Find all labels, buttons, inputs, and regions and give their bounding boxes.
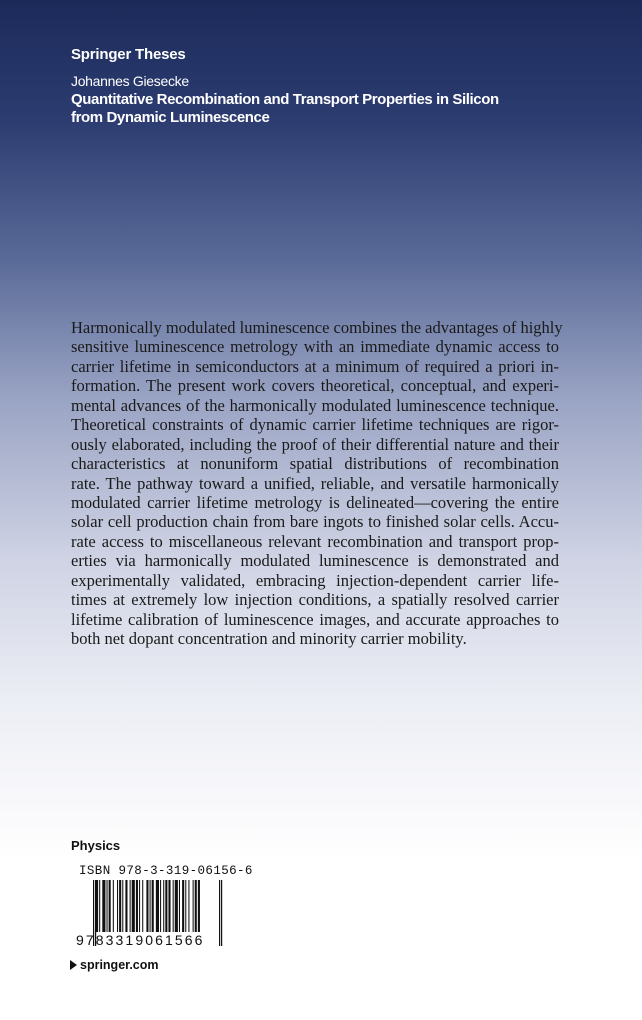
abstract-line: rate access to miscellaneous relevant recombination and transport prop- [71, 531, 559, 551]
barcode-bar [109, 880, 111, 932]
abstract-line: lifetime calibration of luminescence images, and accurate approaches to [71, 609, 559, 629]
abstract-line: experimentally validated, embracing injection-dependent carrier life- [71, 570, 559, 590]
abstract [71, 318, 563, 648]
barcode-guard-bar [221, 880, 222, 946]
book-title-line: Quantitative Recombination and Transport Properties in Silicon [71, 91, 499, 108]
barcode-bar [136, 880, 138, 932]
book-title-line: from Dynamic Luminescence [71, 109, 270, 126]
isbn-label: ISBN 978-3-319-06156-6 [79, 864, 253, 878]
abstract-line: Theoretical constraints of dynamic carrier lifetime techniques are rigor- [71, 415, 559, 435]
barcode-bar [175, 880, 178, 932]
author-name: Johannes Giesecke [71, 73, 189, 89]
barcode-bar [96, 880, 98, 932]
website-link[interactable] [70, 958, 159, 972]
abstract-line: ously elaborated, including the proof of their differential nature and their [71, 434, 559, 454]
barcode-bar [168, 880, 170, 932]
abstract-line: solar cell production chain from bare ingots to finished solar cells. Accu- [71, 512, 559, 532]
barcode-bar [156, 880, 159, 932]
barcode-bar [119, 880, 121, 932]
abstract-line: mental advances of the harmonically modulated luminescence technique. [71, 395, 559, 415]
barcode-bar [99, 880, 100, 932]
barcode-number: 9783319061566 [76, 932, 205, 948]
abstract-line: characteristics at nonuniform spatial distributions of recombination [71, 454, 559, 474]
barcode-bar [185, 880, 186, 932]
abstract-line: times at extremely low injection conditions, a spatially resolved carrier [71, 590, 559, 610]
barcode-bar [188, 880, 189, 932]
barcode-bar [139, 880, 140, 932]
arrow-right-icon [70, 960, 77, 970]
abstract-line: rate. The pathway toward a unified, reliable, and versatile harmonically [71, 473, 559, 493]
barcode-bar [195, 880, 197, 932]
barcode-bar [182, 880, 184, 932]
abstract-line: carrier lifetime in semiconductors at a minimum of required a priori in- [71, 356, 559, 376]
abstract-line: formation. The present work covers theoretical, conceptual, and experi- [71, 376, 559, 396]
barcode-bar [163, 880, 164, 932]
barcode-bar [152, 880, 154, 932]
barcode-bar [160, 880, 161, 932]
barcode-bar [125, 880, 127, 932]
barcode-bar [193, 880, 194, 932]
barcode-bar [107, 880, 108, 932]
barcode-bar [146, 880, 148, 932]
abstract-line: sensitive luminescence metrology with an immediate dynamic access to [71, 337, 559, 357]
barcode-guard-bar [219, 880, 220, 946]
barcode-bar [117, 880, 118, 932]
barcode-bar [198, 880, 200, 932]
barcode-bar [142, 880, 143, 932]
abstract-line: Harmonically modulated luminescence combines the advantages of highly [71, 318, 563, 337]
abstract-line: erties via harmonically modulated luminescence is demonstrated and [71, 551, 559, 571]
subject-category: Physics [71, 838, 121, 853]
website-label: springer.com [80, 958, 159, 972]
barcode-bar [122, 880, 123, 932]
abstract-line: both net dopant concentration and minority carrier mobility. [71, 629, 467, 648]
barcode-bar [102, 880, 105, 932]
barcode-bar [132, 880, 135, 932]
barcode-bar [113, 880, 114, 932]
barcode-bar [179, 880, 180, 932]
abstract-line: modulated carrier lifetime metrology is delineated—covering the entire [71, 492, 559, 512]
barcode-bar [165, 880, 167, 932]
book-title [71, 91, 499, 127]
barcode-bar [150, 880, 151, 932]
barcode-bar [130, 880, 131, 932]
series-name: Springer Theses [71, 46, 186, 63]
barcode-bar [173, 880, 174, 932]
